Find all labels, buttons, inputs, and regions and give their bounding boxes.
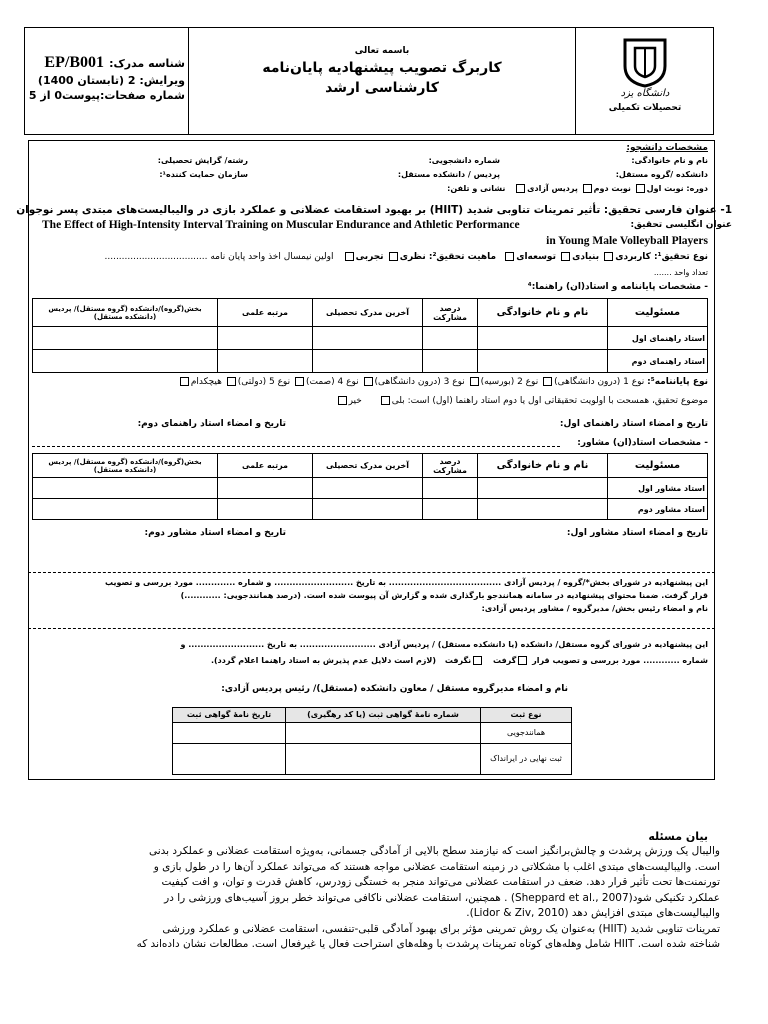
nature-experimental-checkbox[interactable] bbox=[345, 252, 354, 261]
english-title-label: عنوان انگلیسی تحقیق: bbox=[630, 220, 732, 230]
nature-theoretical-checkbox[interactable] bbox=[389, 252, 398, 261]
sup-col-degree: آخرین مدرک تحصیلی bbox=[313, 299, 423, 327]
table-row bbox=[33, 327, 708, 350]
priority-row bbox=[336, 396, 708, 406]
approval1-line1: این پیشنهادیه در شورای بخش*/گروه / پردیس آزادی ..................................... به تاریخ .......................... و شماره ............. مورد بررسی و تصویب bbox=[105, 578, 708, 587]
research-type-applied: کاربردی bbox=[615, 252, 651, 262]
thesis-type-1-checkbox[interactable] bbox=[543, 377, 552, 386]
table-cell[interactable] bbox=[218, 327, 313, 350]
reg-col-type: نوع ثبت bbox=[481, 708, 572, 723]
thesis-type-none: هیچکدام bbox=[190, 377, 222, 387]
table-cell[interactable] bbox=[478, 350, 608, 373]
sup-col-rank: مرتبه علمی bbox=[218, 299, 313, 327]
advisors-table bbox=[32, 453, 708, 520]
adv-sign-first: تاریخ و امضاء استاد مشاور اول: bbox=[566, 528, 708, 538]
approval2-line2-row bbox=[211, 656, 708, 665]
adv-row-first: استاد مشاور اول bbox=[608, 478, 708, 499]
term-second-checkbox[interactable] bbox=[583, 184, 592, 193]
campus-label: پردیس / دانشکده مستقل: bbox=[397, 170, 500, 179]
table-cell[interactable] bbox=[478, 327, 608, 350]
table-cell[interactable] bbox=[478, 499, 608, 520]
research-type-basic: بنیادی bbox=[572, 252, 600, 262]
table-row bbox=[33, 478, 708, 499]
sup-sign-first: تاریخ و امضاء استاد راهنمای اول: bbox=[559, 419, 708, 429]
student-name-label: نام و نام خانوادگی: bbox=[631, 156, 708, 165]
header-divider-left bbox=[188, 27, 189, 135]
persian-title-row bbox=[16, 204, 732, 216]
table-cell[interactable] bbox=[33, 499, 218, 520]
problem-body bbox=[36, 844, 720, 953]
research-type-row bbox=[105, 252, 709, 262]
supervisors-table bbox=[32, 298, 708, 373]
table-cell[interactable] bbox=[423, 478, 478, 499]
approval1-line2: قرار گرفت. ضمنا محتوای پیشنهادیه در سامانه همانندجو بارگذاری شده و گزارش آن پیوست شده است. (درصد همانندجویی: ............) bbox=[180, 591, 708, 600]
table-cell[interactable] bbox=[313, 478, 423, 499]
table-cell[interactable] bbox=[173, 743, 286, 774]
thesis-type-4-checkbox[interactable] bbox=[295, 377, 304, 386]
research-type-label: نوع تحقیق¹: bbox=[654, 252, 708, 262]
persian-title: تأثیر تمرینات تناوبی شدید (HIIT) بر بهبود استقامت عضلانی و عملکرد بازی در والیبالیست‌های مبتدی پسر نوجوان bbox=[16, 204, 601, 216]
adv-col-name: نام و نام خانوادگی bbox=[478, 454, 608, 478]
english-title-line2: in Young Male Volleyball Players bbox=[546, 235, 708, 247]
address-label: نشانی و تلفن: bbox=[447, 184, 506, 193]
priority-yes-checkbox[interactable] bbox=[381, 396, 390, 405]
sup-col-dept: بخش(گروه)/دانشکده (گروه مستقل)/ پردیس (دانشکده مستقل) bbox=[33, 299, 218, 327]
reg-col-date: تاریخ نامۀ گواهی ثبت bbox=[173, 708, 286, 723]
adv-col-degree: آخرین مدرک تحصیلی bbox=[313, 454, 423, 478]
title-block bbox=[190, 46, 574, 96]
approval1-sign: نام و امضاء رئیس بخش/ مدیرگروه / مشاور پردیس آزادی: bbox=[481, 604, 708, 613]
priority-yes: بلی bbox=[391, 396, 405, 406]
thesis-type-3: نوع 3 (درون دانشگاهی) bbox=[374, 377, 465, 387]
table-cell[interactable] bbox=[313, 350, 423, 373]
table-row bbox=[173, 722, 572, 743]
field-label: رشته/ گرایش تحصیلی: bbox=[157, 156, 248, 165]
thesis-type-4: نوع 4 (صمت) bbox=[305, 377, 359, 387]
problem-line: عملکرد تکنیکی شود(Sheppard et al., 2007) . همچنین، استقامت عضلانی ناکافی می‌تواند خطر بروز آسیب‌های ورزشی را در bbox=[164, 891, 720, 904]
thesis-type-2-checkbox[interactable] bbox=[470, 377, 479, 386]
table-cell[interactable] bbox=[33, 327, 218, 350]
term-first-label: دوره: نوبت اول bbox=[646, 184, 708, 193]
table-cell[interactable] bbox=[286, 743, 481, 774]
thesis-type-3-checkbox[interactable] bbox=[364, 377, 373, 386]
problem-line: شناخته شده است. HIIT شامل وهله‌های کوتاه تمرینات پرشدت با وهله‌های استراحت فعال یا غیرفعال است. مطالعات نشان داده‌اند که bbox=[136, 938, 720, 950]
approval2-separator bbox=[28, 628, 715, 629]
adv-col-rank: مرتبه علمی bbox=[218, 454, 313, 478]
problem-line: والیبال یک ورزش پرشدت و چالش‌برانگیز است که نیازمند سطح بالایی از آمادگی جسمانی، به‌ویژه استقامت عضلانی و عملکرد بدنی bbox=[148, 845, 720, 857]
table-cell[interactable] bbox=[218, 478, 313, 499]
thesis-type-5-checkbox[interactable] bbox=[227, 377, 236, 386]
edition: ویرایش: 2 (تابستان 1400) bbox=[37, 74, 185, 87]
first-term: اولین نیمسال اخذ واحد پایان نامه .................................... bbox=[104, 252, 334, 262]
sup-col-name: نام و نام خانوادگی bbox=[478, 299, 608, 327]
adv-col-dept: بخش(گروه)/دانشکده (گروه مستقل)/ پردیس (دانشکده مستقل) bbox=[33, 454, 218, 478]
approval1-separator bbox=[28, 572, 715, 573]
table-cell[interactable] bbox=[33, 350, 218, 373]
form-title: کاربرگ تصویب پیشنهادیه پایان‌نامه bbox=[262, 60, 502, 76]
nature-theoretical: نظری bbox=[399, 252, 426, 262]
form-subtitle: کارشناسی ارشد bbox=[325, 80, 439, 96]
research-type-applied-checkbox[interactable] bbox=[604, 252, 613, 261]
research-type-developmental-checkbox[interactable] bbox=[505, 252, 514, 261]
approval-not-agreed-checkbox[interactable] bbox=[473, 656, 482, 665]
term-campus-checkbox[interactable] bbox=[516, 184, 525, 193]
units-count: تعداد واحد ....... bbox=[653, 268, 708, 277]
sup-sign-second: تاریخ و امضاء استاد راهنمای دوم: bbox=[137, 419, 286, 429]
table-cell[interactable] bbox=[423, 350, 478, 373]
thesis-type-none-checkbox[interactable] bbox=[180, 377, 189, 386]
priority-no: خیر bbox=[348, 396, 362, 406]
persian-title-label: 1- عنوان فارسی تحقیق: bbox=[603, 204, 732, 216]
sup-col-percent: درصد مشارکت bbox=[423, 299, 478, 327]
table-row bbox=[33, 499, 708, 520]
table-cell[interactable] bbox=[423, 499, 478, 520]
advisors-heading: - مشخصات استاد(ان) مشاور: bbox=[577, 438, 708, 448]
approval2-sign: نام و امضاء مدیرگروه مستقل / معاون دانشکده (مستقل)/ رئیس پردیس آزادی: bbox=[221, 684, 568, 694]
table-cell[interactable] bbox=[33, 478, 218, 499]
table-cell[interactable] bbox=[286, 722, 481, 743]
approval-agreed: گرفت bbox=[492, 656, 517, 665]
table-cell[interactable] bbox=[218, 499, 313, 520]
problem-line: است. والیبالیست‌های مبتدی اغلب با مشکلاتی در زمینه استقامت عضلانی مواجه هستند که می‌تواند عملکرد آن‌ها را در طول بازی و bbox=[153, 860, 720, 873]
adv-row-second: استاد مشاور دوم bbox=[608, 499, 708, 520]
term-second-label: نوبت دوم bbox=[593, 184, 631, 193]
bismillah: باسمه تعالی bbox=[354, 46, 410, 56]
term-campus-label: پردیس آزادی bbox=[527, 184, 578, 193]
adv-col-percent: درصد مشارکت bbox=[423, 454, 478, 478]
approval2-line2: شماره ............ مورد بررسی و تصویب قرار bbox=[532, 656, 708, 665]
thesis-type-row bbox=[178, 377, 708, 387]
reg-row-irandoc: ثبت نهایی در ایرانداک bbox=[481, 743, 572, 774]
thesis-type-2: نوع 2 (بورسیه) bbox=[480, 377, 539, 387]
problem-heading: بیان مسئله bbox=[648, 830, 708, 843]
student-number-label: شماره دانشجویی: bbox=[428, 156, 500, 165]
research-type-developmental: توسعه‌ای bbox=[516, 252, 556, 262]
adv-col-role: مسئولیت bbox=[608, 454, 708, 478]
university-logo bbox=[600, 34, 690, 130]
supervisors-heading: - مشخصات پایاننامه و استاد(ان) راهنما:⁴ bbox=[527, 282, 708, 292]
sponsor-label: سازمان حمایت کننده¹: bbox=[159, 170, 248, 179]
student-heading: مشخصات دانشجو: bbox=[626, 143, 708, 153]
thesis-type-1: نوع 1 (درون دانشگاهی) bbox=[554, 377, 645, 387]
approval2-note: (لازم است دلایل عدم پذیرش به استاد راهنما اعلام گردد). bbox=[210, 656, 437, 665]
table-row bbox=[173, 743, 572, 774]
doc-id-label: شناسه مدرک: bbox=[109, 57, 185, 70]
reg-col-number: شماره نامۀ گواهی ثبت (یا کد رهگیری) bbox=[286, 708, 481, 723]
term-row bbox=[447, 184, 708, 193]
table-cell[interactable] bbox=[423, 327, 478, 350]
header-divider-right bbox=[575, 27, 576, 135]
table-cell[interactable] bbox=[313, 499, 423, 520]
reg-row-plagiarism: همانندجویی bbox=[481, 722, 572, 743]
english-title-line1: The Effect of High-Intensity Interval Training on Muscular Endurance and Athletic Performance bbox=[42, 219, 520, 231]
faculty-label: دانشکده /گروه مستقل: bbox=[615, 170, 708, 179]
logo-caption: تحصیلات تکمیلی bbox=[608, 103, 682, 113]
table-cell[interactable] bbox=[478, 478, 608, 499]
table-cell[interactable] bbox=[218, 350, 313, 373]
sup-row-first: استاد راهنمای اول bbox=[608, 327, 708, 350]
thesis-type-label: نوع پایاننامه⁵: bbox=[647, 377, 708, 387]
sup-row-second: استاد راهنمای دوم bbox=[608, 350, 708, 373]
research-type-basic-checkbox[interactable] bbox=[561, 252, 570, 261]
thesis-type-5: نوع 5 (دولتی) bbox=[237, 377, 291, 387]
registration-table bbox=[172, 707, 572, 775]
sup-col-role: مسئولیت bbox=[608, 299, 708, 327]
table-cell[interactable] bbox=[313, 327, 423, 350]
approval-agreed-checkbox[interactable] bbox=[518, 656, 527, 665]
priority-no-checkbox[interactable] bbox=[338, 396, 347, 405]
logo-script: دانشگاه یزد bbox=[620, 88, 670, 99]
page-count: شماره صفحات:پیوست0 از 5 bbox=[28, 89, 185, 102]
nature-experimental: تجربی bbox=[355, 252, 384, 262]
problem-line: والیبالیست‌های مبتدی افزایش دهد (Lidor & Ziv, 2010). bbox=[466, 907, 720, 919]
problem-line: تورنمنت‌ها تحت تأثیر قرار دهد. ضعف در استقامت عضلانی می‌تواند منجر به خستگی زودرس، کاهش قدرت و توان، و افت کیفیت bbox=[161, 876, 720, 888]
approval-not-agreed: نگرفت bbox=[444, 656, 472, 665]
approval2-line1: این پیشنهادیه در شورای گروه مستقل/ دانشکده (یا دانشکده مستقل) / پردیس آزادی ......................... به تاریخ ......................... و bbox=[180, 640, 708, 649]
doc-id-block bbox=[30, 52, 185, 102]
nature-label: ماهیت تحقیق²: bbox=[428, 252, 497, 262]
university-emblem-icon bbox=[621, 34, 669, 88]
advisors-dash bbox=[32, 446, 560, 447]
priority-text: موضوع تحقیق، همسحت با اولویت تحقیقاتی اول یا دوم استاد راهنما (اول) است: bbox=[407, 396, 708, 406]
problem-line: تمرینات تناوبی شدید (HIIT) به‌عنوان یک روش تمرینی مؤثر برای بهبود آمادگی قلبی-تنفسی، استقامت عضلانی و عملکرد ورزشی bbox=[162, 922, 720, 935]
adv-sign-second: تاریخ و امضاء استاد مشاور دوم: bbox=[144, 528, 286, 538]
term-first-checkbox[interactable] bbox=[636, 184, 645, 193]
doc-id: EP/B001 bbox=[44, 54, 104, 71]
table-row bbox=[33, 350, 708, 373]
table-cell[interactable] bbox=[173, 722, 286, 743]
